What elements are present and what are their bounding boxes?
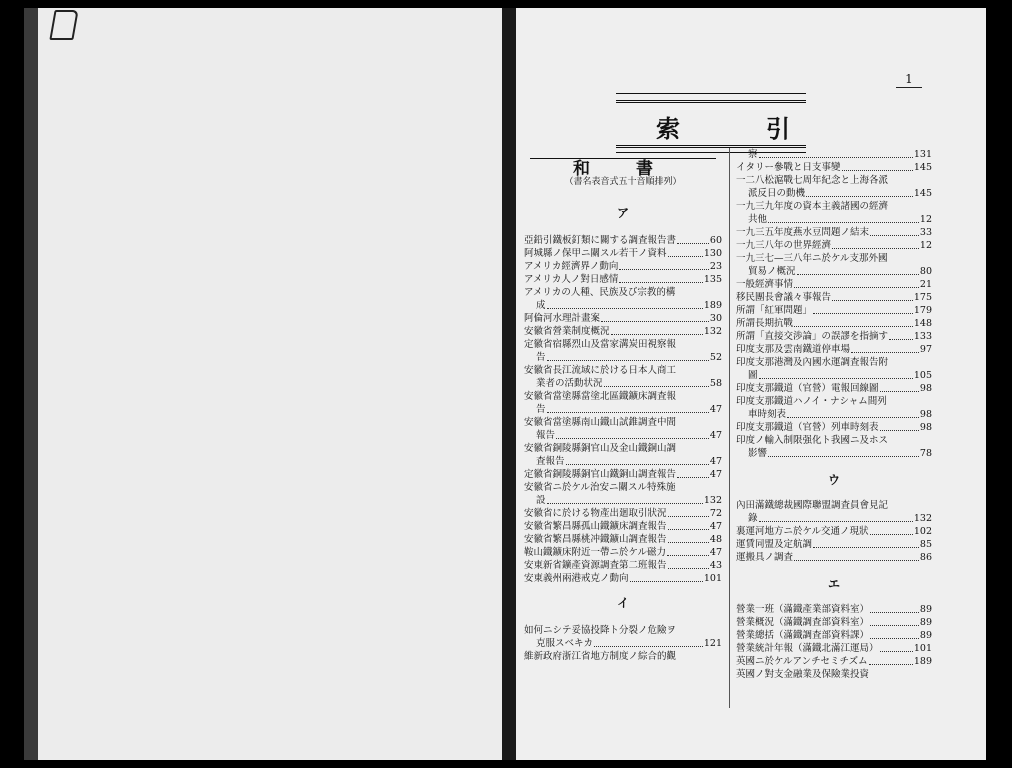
index-entry <box>736 291 932 304</box>
index-entry <box>524 520 722 533</box>
entry-list-i-cont <box>736 148 932 460</box>
entry-title: 一九三七—三八年ニ於ケル支那外國 <box>736 253 888 264</box>
index-entry <box>736 499 932 512</box>
entry-page: 48 <box>709 534 722 545</box>
entry-page: 30 <box>709 313 722 324</box>
entry-page: 47 <box>709 547 722 558</box>
entry-title: 定徽省宿縣烈山及當家溝炭田視察報 <box>524 339 677 350</box>
index-entry <box>736 252 932 265</box>
leader-dots <box>611 325 703 335</box>
index-entry <box>736 226 932 239</box>
entry-page: 47 <box>709 430 722 441</box>
leader-dots <box>870 629 919 639</box>
entry-page: 133 <box>913 331 932 342</box>
entry-title: 設 <box>536 495 546 506</box>
entry-page: 47 <box>709 521 722 532</box>
entry-page: 86 <box>919 552 932 563</box>
entry-title: 如何ニシテ妥協投降ト分裂ノ危險ヲ <box>524 625 677 636</box>
leader-dots <box>870 603 919 613</box>
leader-dots <box>768 447 919 457</box>
entry-page: 175 <box>913 292 932 303</box>
entry-page: 135 <box>703 274 722 285</box>
entry-title: 安徽省繁昌縣桃冲鐵鑛山調査報告 <box>524 534 667 545</box>
entry-title: 一九三九年度の資本主義諸國の經濟 <box>736 201 889 212</box>
index-entry <box>736 395 932 408</box>
entry-title: 業者の活動状況 <box>536 378 603 389</box>
index-entry <box>736 616 932 629</box>
entry-page: 98 <box>919 422 932 433</box>
leader-dots <box>870 525 913 535</box>
entry-page: 89 <box>919 617 932 628</box>
entry-page: 148 <box>913 318 932 329</box>
leader-dots <box>759 512 913 522</box>
index-entry <box>524 351 722 364</box>
entry-title: 共他 <box>748 214 768 225</box>
index-entry <box>736 343 932 356</box>
index-entry <box>736 603 932 616</box>
leader-dots <box>547 403 709 413</box>
entry-title: 一二八松滬戰七周年紀念と上海各派 <box>736 175 889 186</box>
entry-title: 運賃同盟及定航調 <box>736 539 813 550</box>
entry-page: 85 <box>919 539 932 550</box>
index-entry <box>736 655 932 668</box>
entry-page: 102 <box>913 526 932 537</box>
entry-title: 査報告 <box>536 456 565 467</box>
entry-page: 21 <box>919 279 932 290</box>
kana-heading-u: ウ <box>827 473 840 487</box>
entry-page: 189 <box>703 300 722 311</box>
index-entry <box>524 273 722 286</box>
heading-char-right: 引 <box>766 114 790 143</box>
index-entry <box>736 187 932 200</box>
entry-page: 33 <box>919 227 932 238</box>
leader-dots <box>668 520 709 530</box>
leader-dots <box>619 260 709 270</box>
leader-dots <box>842 161 913 171</box>
leader-dots <box>806 187 913 197</box>
entry-list-a <box>524 234 722 585</box>
entry-title: 安徽省營業制度概況 <box>524 326 610 337</box>
index-entry <box>736 356 932 369</box>
leader-dots <box>677 468 709 478</box>
leader-dots <box>667 546 709 556</box>
index-column-left <box>524 158 722 663</box>
index-entry <box>524 455 722 468</box>
entry-page: 80 <box>919 266 932 277</box>
entry-title: 印度支那及雲南鐵道停車場 <box>736 344 851 355</box>
leader-dots <box>832 239 919 249</box>
entry-title: 一九三八年の世界經濟 <box>736 240 832 251</box>
entry-title: 安東新省鑛產資源調査第二班報告 <box>524 560 667 571</box>
leader-dots <box>668 247 703 257</box>
leader-dots <box>880 421 919 431</box>
index-entry <box>736 538 932 551</box>
entry-title: 告 <box>536 352 546 363</box>
index-entry <box>524 650 722 663</box>
index-entry <box>524 247 722 260</box>
entry-list-i <box>524 624 722 663</box>
page-corner-mark <box>49 10 78 40</box>
index-entry <box>524 260 722 273</box>
entry-title: 運搬具ノ調査 <box>736 552 794 563</box>
entry-title: 圖 <box>748 370 758 381</box>
kana-heading-i: イ <box>616 596 629 610</box>
index-entry <box>736 629 932 642</box>
entry-title: 維新政府浙江省地方制度ノ綜合的觀 <box>524 651 677 662</box>
entry-title: 營業一班（滿鐵產業部資料室） <box>736 604 870 615</box>
index-entry <box>524 546 722 559</box>
entry-title: 印度ノ輸入制限强化ト我國ニ及ホス <box>736 435 889 446</box>
entry-page: 78 <box>919 448 932 459</box>
leader-dots <box>797 265 919 275</box>
leader-dots <box>668 507 709 517</box>
entry-list-e <box>736 603 932 681</box>
index-entry <box>736 317 932 330</box>
entry-title: 營業概況（滿鐵調査部資料室） <box>736 617 870 628</box>
index-entry <box>736 408 932 421</box>
leader-dots <box>794 551 919 561</box>
entry-title: 報告 <box>536 430 556 441</box>
leader-dots <box>668 559 709 569</box>
entry-title: 英國ノ對支金融業及保險業投資 <box>736 669 870 680</box>
entry-title: 貿易ノ概況 <box>748 266 796 277</box>
index-entry <box>736 512 932 525</box>
entry-title: 安東義州兩港戒克ノ動向 <box>524 573 629 584</box>
page-number: 1 <box>896 72 922 88</box>
entry-title: 亞鉛引鐵板釘類に關する調査報告書 <box>524 235 677 246</box>
entry-page: 47 <box>709 456 722 467</box>
entry-title: 印度支那港灣及內國水運調査報告附 <box>736 357 889 368</box>
entry-title: 英國ニ於ケルアンチセミチズム <box>736 656 868 667</box>
leader-dots <box>813 304 913 314</box>
entry-title: 所謂「紅軍問題」 <box>736 305 813 316</box>
index-entry <box>524 364 722 377</box>
index-entry <box>524 390 722 403</box>
entry-title: 一九三五年度燕水豆問題ノ結末 <box>736 227 870 238</box>
entry-page: 132 <box>913 513 932 524</box>
leader-dots <box>794 278 919 288</box>
entry-title: 裏運河地方ニ於ケル交通ノ現狀 <box>736 526 869 537</box>
index-entry <box>524 312 722 325</box>
book-gutter <box>502 8 516 760</box>
leader-dots <box>889 330 913 340</box>
leader-dots <box>880 642 913 652</box>
entry-page: 23 <box>709 261 722 272</box>
entry-title: アメリカの人種、民族及び宗教的構 <box>524 287 676 298</box>
entry-page: 12 <box>919 214 932 225</box>
index-entry <box>524 325 722 338</box>
index-entry <box>524 403 722 416</box>
entry-page: 105 <box>913 370 932 381</box>
entry-page: 89 <box>919 630 932 641</box>
index-entry <box>524 481 722 494</box>
index-page <box>516 8 986 760</box>
index-heading <box>616 100 806 148</box>
index-entry <box>524 299 722 312</box>
entry-title: 安徽省ニ於ケル治安ニ關スル特殊施 <box>524 482 676 493</box>
index-entry <box>736 239 932 252</box>
entry-page: 43 <box>709 560 722 571</box>
entry-title: 安徽省銅陵縣銅官山及金山鐵銅山調 <box>524 443 677 454</box>
index-entry <box>524 533 722 546</box>
entry-page: 132 <box>703 326 722 337</box>
entry-title: アメリカ人ノ對日感情 <box>524 274 619 285</box>
index-entry <box>524 624 722 637</box>
index-entry <box>736 551 932 564</box>
entry-title: 所謂「直接交渉論」の誤謬を指摘す <box>736 331 889 342</box>
entry-page: 97 <box>919 344 932 355</box>
entry-title: 所謂長期抗戰 <box>736 318 794 329</box>
kana-heading-a: ア <box>616 206 629 220</box>
entry-page: 101 <box>703 573 722 584</box>
entry-page: 47 <box>709 404 722 415</box>
index-entry <box>736 642 932 655</box>
entry-title: 安徽省當塗縣當塗北區鐵鑛床調査報 <box>524 391 677 402</box>
entry-title: 安徽省當塗縣南山鐵山試錐調査中間 <box>524 417 677 428</box>
index-entry <box>736 174 932 187</box>
entry-page: 130 <box>703 248 722 259</box>
entry-page: 131 <box>913 149 932 160</box>
leader-dots <box>768 213 919 223</box>
entry-page: 47 <box>709 469 722 480</box>
entry-page: 132 <box>703 495 722 506</box>
entry-title: 營業總括（滿鐵調査部資料課） <box>736 630 870 641</box>
index-entry <box>524 468 722 481</box>
leader-dots <box>813 538 919 548</box>
entry-page: 60 <box>709 235 722 246</box>
index-entry <box>736 668 932 681</box>
index-entry <box>524 494 722 507</box>
entry-title: 營業統計年報（滿鐵北滿江運局） <box>736 643 879 654</box>
entry-title: 印度支那鐵道（官營）電報回線圖 <box>736 383 879 394</box>
leader-dots <box>870 226 919 236</box>
entry-page: 98 <box>919 383 932 394</box>
entry-title: 成 <box>536 300 546 311</box>
entry-title: 錄 <box>748 513 758 524</box>
heading-char-left: 索 <box>656 114 680 143</box>
leader-dots <box>619 273 703 283</box>
index-entry <box>736 382 932 395</box>
entry-title: 內田滿鐵總裁國際聯盟調査員會見記 <box>736 500 889 511</box>
index-entry <box>524 572 722 585</box>
index-entry <box>524 338 722 351</box>
entry-title: 一般經濟事情 <box>736 279 794 290</box>
leader-dots <box>604 377 709 387</box>
entry-title: 安徽省長江流域に於ける日本人商工 <box>524 365 677 376</box>
leader-dots <box>832 291 913 301</box>
leader-dots <box>759 369 913 379</box>
entry-title: 阿城縣ノ保甲ニ關スル若干ノ資料 <box>524 248 667 259</box>
column-divider <box>729 148 730 708</box>
entry-title: 影響 <box>748 448 768 459</box>
leader-dots <box>677 234 709 244</box>
index-entry <box>736 525 932 538</box>
entry-page: 12 <box>919 240 932 251</box>
index-entry <box>736 421 932 434</box>
leader-dots <box>601 312 709 322</box>
index-entry <box>524 234 722 247</box>
index-entry <box>524 416 722 429</box>
index-column-right <box>736 148 932 681</box>
index-entry <box>736 434 932 447</box>
leader-dots <box>870 616 919 626</box>
index-entry <box>524 442 722 455</box>
entry-title: 印度支那鐵道ハノイ・ナシャム間列 <box>736 396 887 407</box>
entry-title: 克服スベキカ <box>536 638 594 649</box>
index-entry <box>736 161 932 174</box>
leader-dots <box>759 148 913 158</box>
entry-page: 121 <box>703 638 722 649</box>
section-note: （書名表音式五十音順排列） <box>564 177 682 187</box>
entry-page: 189 <box>913 656 932 667</box>
entry-page: 89 <box>919 604 932 615</box>
leader-dots <box>668 533 709 543</box>
entry-title: 告 <box>536 404 546 415</box>
index-entry <box>524 637 722 650</box>
index-entry <box>524 507 722 520</box>
index-entry <box>736 200 932 213</box>
leader-dots <box>566 455 709 465</box>
entry-page: 145 <box>913 188 932 199</box>
entry-page: 101 <box>913 643 932 654</box>
entry-page: 179 <box>913 305 932 316</box>
leader-dots <box>556 429 709 439</box>
index-entry <box>524 286 722 299</box>
index-entry <box>736 278 932 291</box>
leader-dots <box>547 299 703 309</box>
kana-heading-e: エ <box>827 577 840 591</box>
entry-title: 阿倫河水理計畫案 <box>524 313 601 324</box>
entry-title: 鞍山鐵鑛床附近一帶ニ於ケル磁力 <box>524 547 667 558</box>
entry-list-u <box>736 499 932 564</box>
entry-title: 派反日の動機 <box>748 188 806 199</box>
leader-dots <box>869 655 913 665</box>
leader-dots <box>794 317 913 327</box>
leader-dots <box>851 343 919 353</box>
index-entry <box>524 559 722 572</box>
index-entry <box>736 447 932 460</box>
leader-dots <box>547 494 703 504</box>
section-title: 和 書 <box>530 158 716 176</box>
entry-page: 52 <box>709 352 722 363</box>
leader-dots <box>787 408 919 418</box>
entry-title: 車時刻表 <box>748 409 787 420</box>
leader-dots <box>880 382 919 392</box>
index-entry <box>736 213 932 226</box>
entry-page: 72 <box>709 508 722 519</box>
entry-title: 定徽省銅陵縣銅官山鐵銅山調査報告 <box>524 469 677 480</box>
entry-title: 安徽省に於ける物產出廻取引狀況 <box>524 508 667 519</box>
index-entry <box>736 304 932 317</box>
entry-title: 安徽省繁昌縣孤山鐵鑛床調査報告 <box>524 521 667 532</box>
left-page-blank <box>24 8 502 760</box>
entry-title: 印度支那鐵道（官營）列車時刻表 <box>736 422 879 433</box>
entry-page: 145 <box>913 162 932 173</box>
index-entry <box>524 377 722 390</box>
index-entry <box>736 265 932 278</box>
entry-title: 察 <box>748 149 758 160</box>
index-entry <box>524 429 722 442</box>
index-entry <box>736 369 932 382</box>
entry-page: 98 <box>919 409 932 420</box>
entry-page: 58 <box>709 378 722 389</box>
entry-title: 移民團長會議々事報告 <box>736 292 832 303</box>
index-entry <box>736 330 932 343</box>
leader-dots <box>594 637 703 647</box>
index-entry <box>736 148 932 161</box>
entry-title: イタリー參戰と日支事變 <box>736 162 841 173</box>
entry-title: アメリカ經濟界ノ動向 <box>524 261 619 272</box>
leader-dots <box>547 351 709 361</box>
leader-dots <box>630 572 703 582</box>
